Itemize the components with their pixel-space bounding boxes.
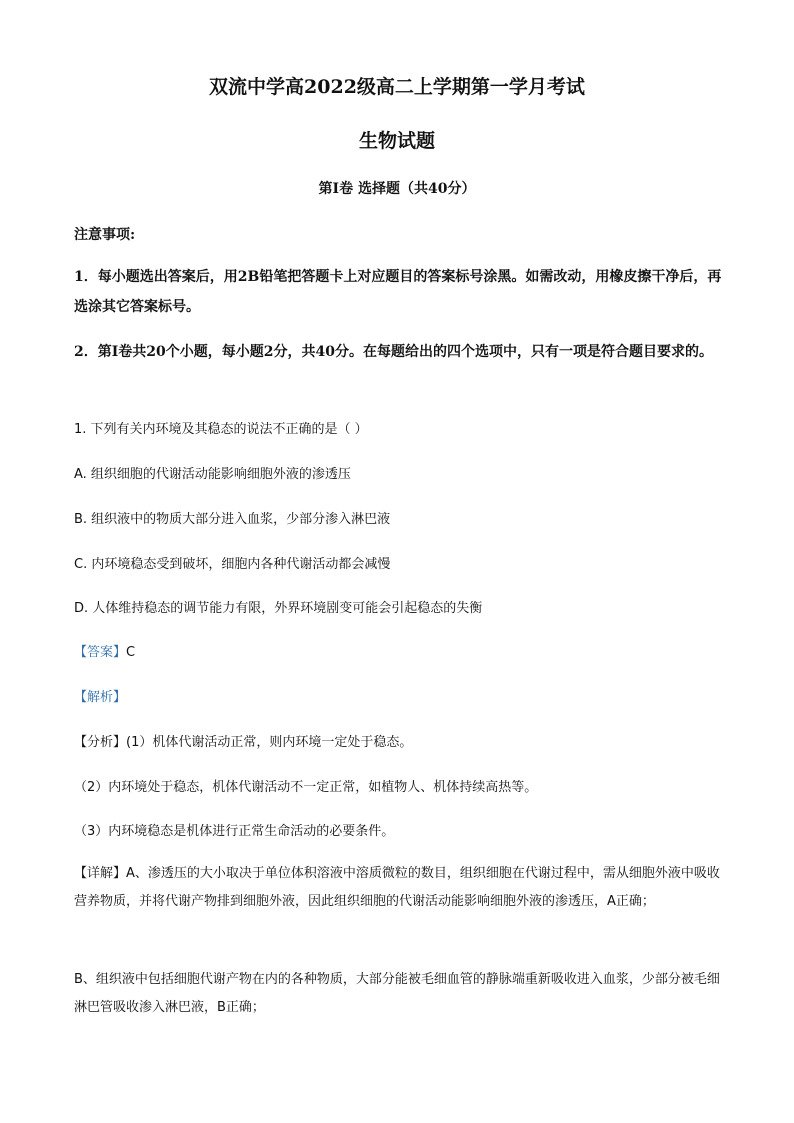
- detail-a: [74, 860, 724, 916]
- exam-title: 双流中学高2022级高二上学期第一学月考试: [209, 76, 585, 98]
- analysis-line: [74, 686, 126, 705]
- fenxi-tag: 【分析】: [74, 735, 127, 750]
- option-c: C. 内环境稳态受到破坏，细胞内各种代谢活动都会减慢: [74, 557, 391, 572]
- subject-title: 生物试题: [358, 130, 435, 152]
- answer-tag: 【答案】: [74, 645, 127, 660]
- notice-item-1: 1．每小题选出答案后，用2B铅笔把答题卡上对应题目的答案标号涂黑。如需改动，用橡皮擦干净后，再选涂其它答案标号。: [74, 269, 722, 315]
- detail-tag: 【详解】: [74, 866, 127, 881]
- fenxi-line-2: （2）内环境处于稳态，机体代谢活动不一定正常，如植物人、机体持续高热等。: [74, 780, 538, 795]
- section-heading: 第I卷 选择题（共40分）: [318, 181, 476, 197]
- fenxi-line-3: （3）内环境稳态是机体进行正常生命活动的必要条件。: [74, 824, 395, 839]
- analysis-tag: 【解析】: [74, 690, 127, 705]
- fenxi-line-1: [74, 731, 412, 750]
- notice-heading: 注意事项:: [74, 227, 136, 243]
- detail-b: B、组织液中包括细胞代谢产物在内的各种物质，大部分能被毛细血管的静脉端重新吸收进入血浆，少部分被毛细淋巴管吸收渗入淋巴液，B正确；: [74, 972, 720, 1015]
- answer-value: C: [126, 645, 136, 660]
- fenxi-text-1: (1）机体代谢活动正常，则内环境一定处于稳态。: [126, 735, 413, 750]
- option-d: D. 人体维持稳态的调节能力有限，外界环境剧变可能会引起稳态的失衡: [74, 601, 483, 616]
- option-a: A. 组织细胞的代谢活动能影响细胞外液的渗透压: [74, 467, 351, 482]
- question-stem: 1. 下列有关内环境及其稳态的说法不正确的是（ ）: [74, 422, 368, 437]
- notice-item-2: 2．第I卷共20个小题，每小题2分，共40分。在每题给出的四个选项中，只有一项是符合题目要求的。: [74, 344, 713, 360]
- option-b: B. 组织液中的物质大部分进入血浆，少部分渗入淋巴液: [74, 512, 391, 527]
- detail-a-text: A、渗透压的大小取决于单位体积溶液中溶质微粒的数目，组织细胞在代谢过程中，需从细胞外液中吸收营养物质，并将代谢产物排到细胞外液，因此组织细胞的代谢活动能影响细胞外液的渗透压，A正确；: [74, 866, 720, 909]
- answer-line: [74, 641, 135, 660]
